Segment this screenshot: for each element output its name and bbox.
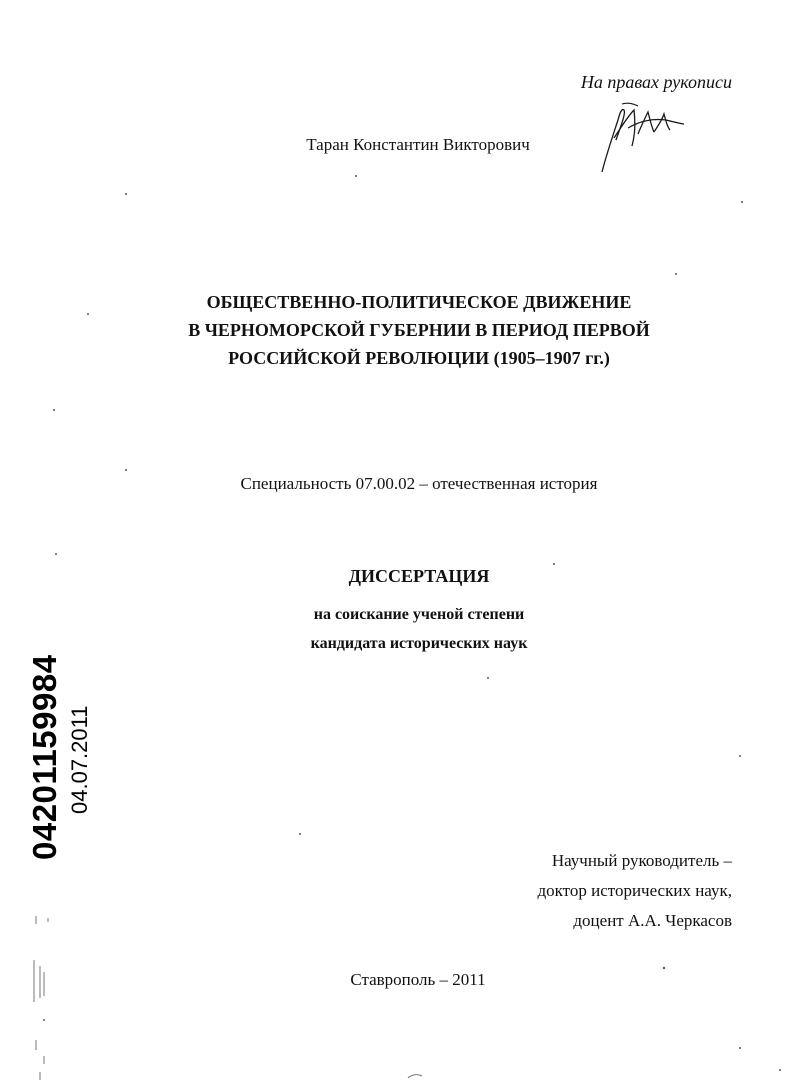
advisor-line: доцент А.А. Черкасов xyxy=(573,911,732,930)
manuscript-note: На правах рукописи xyxy=(580,72,732,92)
title-line: РОССИЙСКОЙ РЕВОЛЮЦИИ (1905–1907 гг.) xyxy=(228,348,610,368)
advisor-line: доктор исторических наук, xyxy=(537,881,732,900)
author-name: Таран Константин Викторович xyxy=(306,135,530,154)
library-date: 04.07.2011 xyxy=(67,705,92,814)
title-line: В ЧЕРНОМОРСКОЙ ГУБЕРНИИ В ПЕРИОД ПЕРВОЙ xyxy=(188,320,650,340)
specialty-line: Специальность 07.00.02 – отечественная история xyxy=(240,474,598,493)
library-code: 04201159984 xyxy=(26,654,63,860)
degree-line: на соискание ученой степени xyxy=(313,606,525,623)
degree-line: кандидата исторических наук xyxy=(310,635,528,652)
city-year: Ставрополь – 2011 xyxy=(350,970,486,989)
scientific-advisor xyxy=(537,846,732,936)
dissertation-title xyxy=(0,288,792,372)
advisor-line: Научный руководитель – xyxy=(551,851,732,870)
degree-statement xyxy=(0,600,792,658)
title-line: ОБЩЕСТВЕННО-ПОЛИТИЧЕСКОЕ ДВИЖЕНИЕ xyxy=(206,292,632,312)
library-stamp xyxy=(28,636,92,860)
document-type: ДИССЕРТАЦИЯ xyxy=(348,566,490,586)
